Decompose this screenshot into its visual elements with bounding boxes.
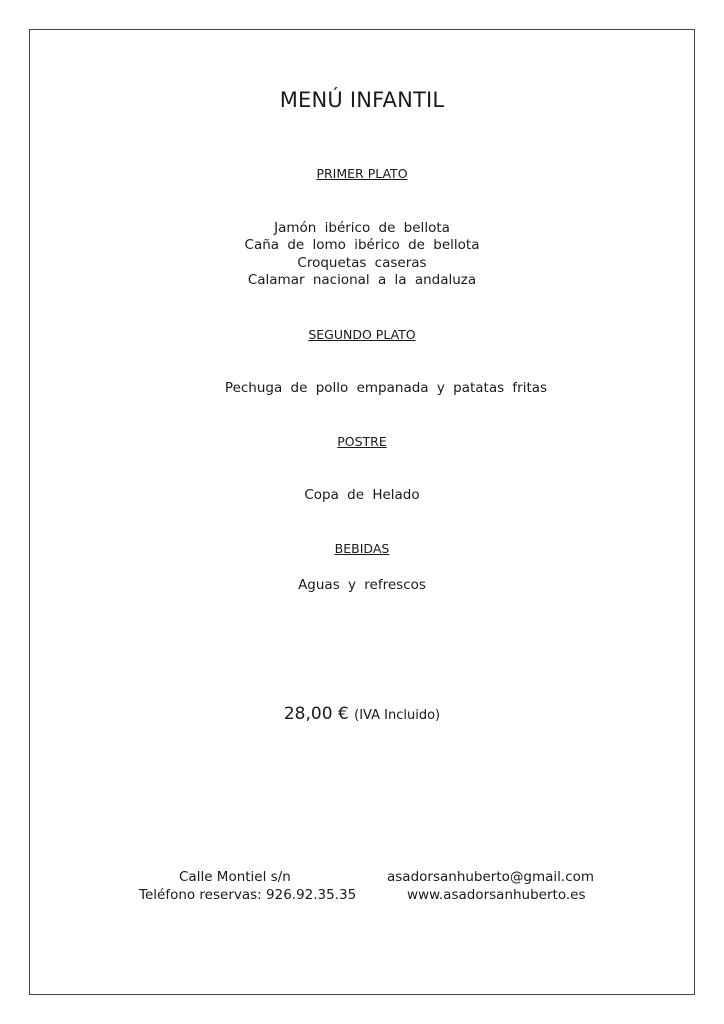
menu-item: Copa de Helado <box>304 487 420 503</box>
menu-item: Aguas y refrescos <box>298 577 426 593</box>
footer-address: Calle Montiel s/n <box>179 869 291 885</box>
menu-item: Calamar nacional a la andaluza <box>247 272 477 288</box>
price-amount: 28,00 € <box>283 704 349 724</box>
section-heading-segundo-plato: SEGUNDO PLATO <box>308 327 416 342</box>
section-heading-postre: POSTRE <box>337 434 387 449</box>
footer-email: asadorsanhuberto@gmail.com <box>387 869 595 885</box>
menu-price <box>0 704 724 724</box>
price-note: (IVA Incluido) <box>354 708 441 723</box>
footer-phone: Teléfono reservas: 926.92.35.35 <box>139 887 357 903</box>
menu-item: Jamón ibérico de bellota <box>274 220 450 236</box>
footer-website: www.asadorsanhuberto.es <box>407 887 586 903</box>
section-heading-primer-plato: PRIMER PLATO <box>316 166 408 181</box>
section-heading-bebidas: BEBIDAS <box>334 541 390 556</box>
menu-item: Pechuga de pollo empanada y patatas fritas <box>224 380 548 396</box>
menu-title: MENÚ INFANTIL <box>279 88 445 112</box>
menu-item: Caña de lomo ibérico de bellota <box>244 237 480 253</box>
menu-item: Croquetas caseras <box>297 255 427 271</box>
